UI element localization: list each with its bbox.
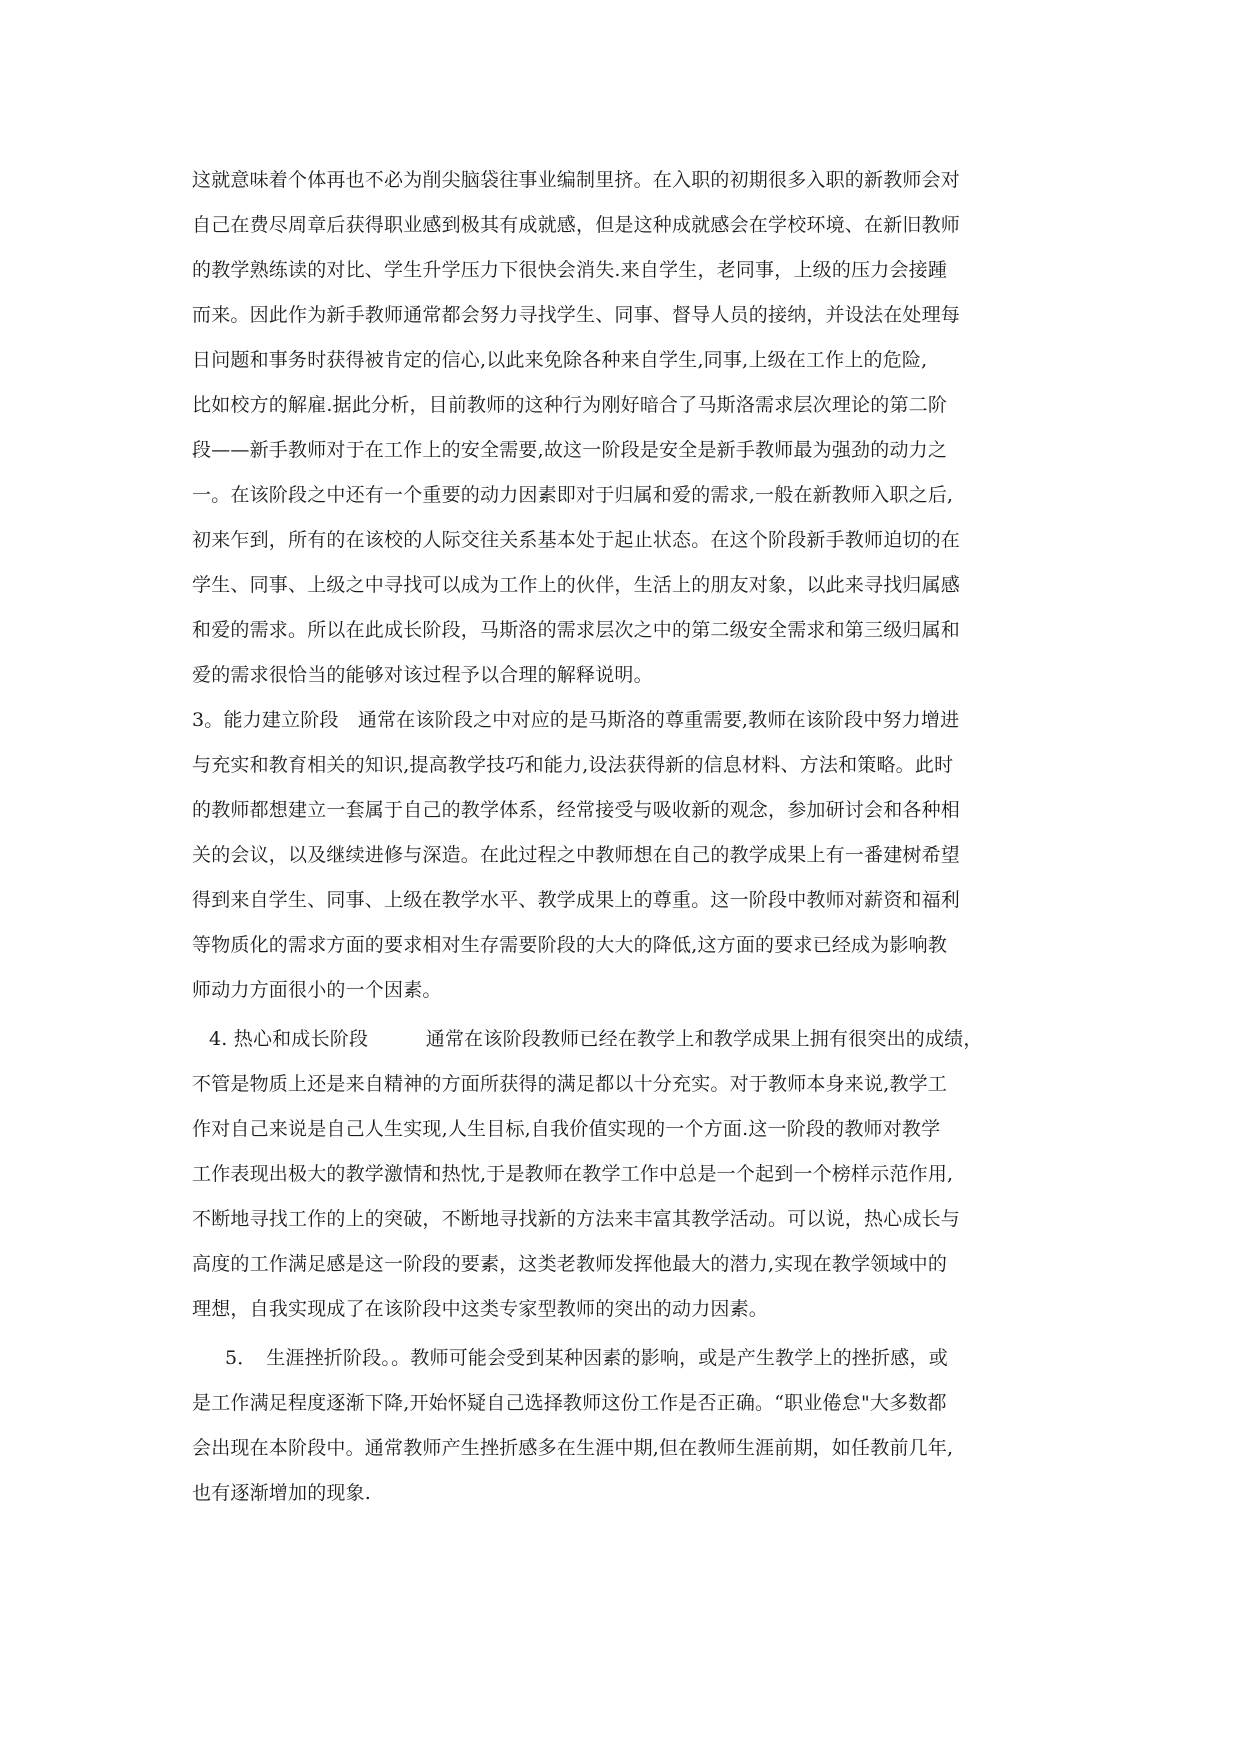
section-4-heading-line: 4. 热心和成长阶段 通常在该阶段教师已经在教学上和教学成果上拥有很突出的成绩，: [209, 1028, 983, 1050]
text-line: 作对自己来说是自己人生实现,人生目标,自我价值实现的一个方面.这一阶段的教师对教学: [192, 1118, 941, 1140]
body-text: [192, 158, 1062, 1516]
text-line: 和爱的需求。所以在此成长阶段，马斯洛的需求层次之中的第二级安全需求和第三级归属和: [192, 619, 961, 641]
text-line: 自己在费尽周章后获得职业感到极其有成就感，但是这种成就感会在学校环境、在新旧教师: [192, 214, 961, 236]
text-line: 日问题和事务时获得被肯定的信心,以此来免除各种来自学生,同事,上级在工作上的危险,: [192, 349, 928, 371]
text-line: 关的会议，以及继续进修与深造。在此过程之中教师想在自己的教学成果上有一番建树希望: [192, 844, 961, 866]
text-line: 一。在该阶段之中还有一个重要的动力因素即对于归属和爱的需求,一般在新教师入职之后,: [192, 484, 954, 506]
text-line: 会出现在本阶段中。通常教师产生挫折感多在生涯中期,但在教师生涯前期，如任教前几年,: [192, 1437, 954, 1459]
text-line: 得到来自学生、同事、上级在教学水平、教学成果上的尊重。这一阶段中教师对薪资和福利: [192, 889, 961, 911]
text-line: 师动力方面很小的一个因素。: [192, 979, 442, 1001]
text-line: 与充实和教育相关的知识,提高教学技巧和能力,设法获得新的信息材料、方法和策略。此时: [192, 754, 954, 776]
text-line: 工作表现出极大的教学激情和热忱,于是教师在教学工作中总是一个起到一个榜样示范作用,: [192, 1163, 954, 1185]
text-line: 也有逐渐增加的现象.: [192, 1482, 372, 1504]
text-line: 这就意味着个体再也不必为削尖脑袋往事业编制里挤。在入职的初期很多入职的新教师会对: [192, 169, 961, 191]
section-3-heading-line: 3。能力建立阶段 通常在该阶段之中对应的是马斯洛的尊重需要,教师在该阶段中努力增进: [192, 709, 960, 731]
text-line: 比如校方的解雇.据此分析，目前教师的这种行为刚好暗合了马斯洛需求层次理论的第二阶: [192, 394, 948, 416]
text-line: 学生、同事、上级之中寻找可以成为工作上的伙伴，生活上的朋友对象，以此来寻找归属感: [192, 574, 961, 596]
text-line: 的教师都想建立一套属于自己的教学体系，经常接受与吸收新的观念，参加研讨会和各种相: [192, 799, 961, 821]
text-line: 的教学熟练读的对比、学生升学压力下很快会消失.来自学生，老同事，上级的压力会接踵: [192, 259, 948, 281]
text-line: 高度的工作满足感是这一阶段的要素，这类老教师发挥他最大的潜力,实现在教学领域中的: [192, 1253, 948, 1275]
text-line: 段——新手教师对于在工作上的安全需要,故这一阶段是安全是新手教师最为强劲的动力之: [192, 439, 948, 461]
text-line: 而来。因此作为新手教师通常都会努力寻找学生、同事、督导人员的接纳，并设法在处理每: [192, 304, 961, 326]
text-line: 初来乍到，所有的在该校的人际交往关系基本处于起止状态。在这个阶段新手教师迫切的在: [192, 529, 961, 551]
section-5-heading-line: 5． 生涯挫折阶段。。教师可能会受到某种因素的影响，或是产生教学上的挫折感，或: [225, 1347, 948, 1369]
text-line: 等物质化的需求方面的要求相对生存需要阶段的大大的降低,这方面的要求已经成为影响教: [192, 934, 948, 956]
text-line: 不断地寻找工作的上的突破，不断地寻找新的方法来丰富其教学活动。可以说，热心成长与: [192, 1208, 961, 1230]
text-line: 理想，自我实现成了在该阶段中这类专家型教师的突出的动力因素。: [192, 1298, 769, 1320]
text-line: 不管是物质上还是来自精神的方面所获得的满足都以十分充实。对于教师本身来说,教学工: [192, 1073, 948, 1095]
text-line: 爱的需求很恰当的能够对该过程予以合理的解释说明。: [192, 664, 653, 686]
text-line: 是工作满足程度逐渐下降,开始怀疑自己选择教师这份工作是否正确。“职业倦怠"大多数都: [192, 1392, 947, 1414]
